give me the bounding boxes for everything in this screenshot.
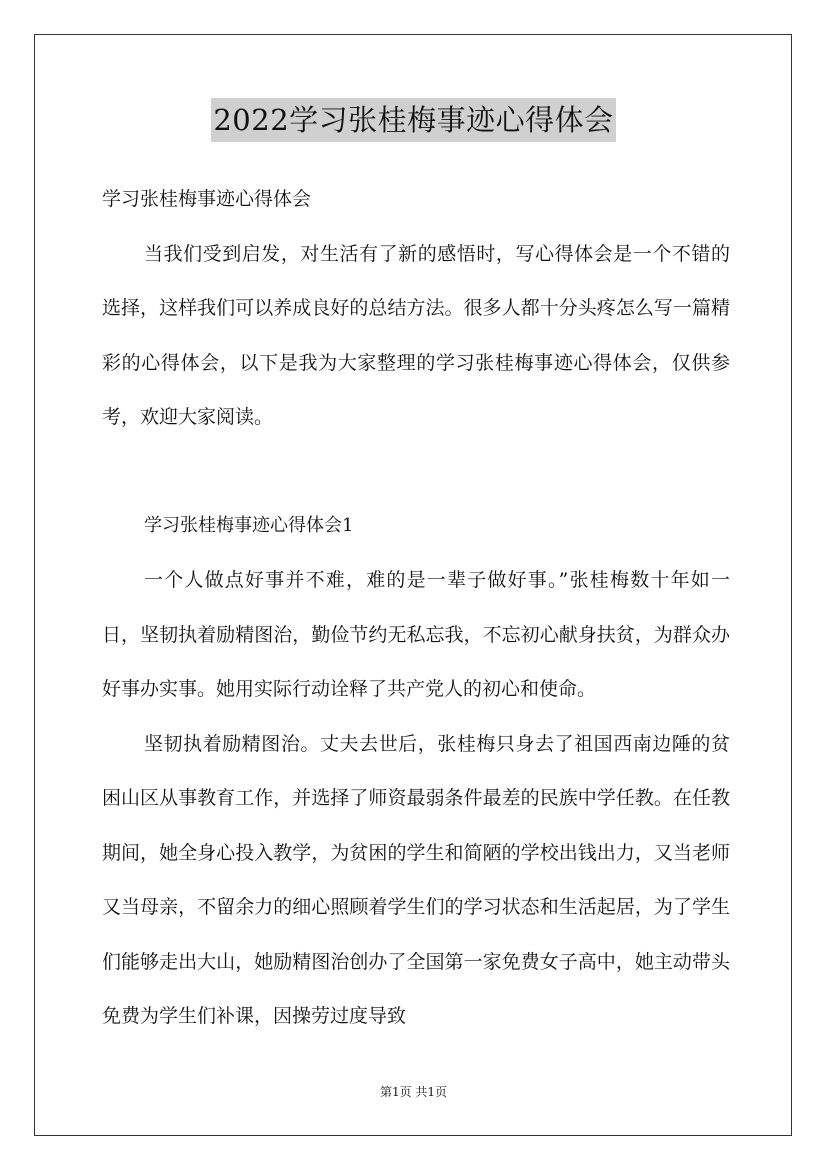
document-body: [102, 172, 730, 1044]
section-paragraph-2: 坚韧执着励精图治。丈夫去世后，张桂梅只身去了祖国西南边陲的贫困山区从事教育工作，并选择了师资最弱条件最差的民族中学任教。在任教期间，她全身心投入教学，为贫困的学生和简陋的学校出钱出力，又当老师又当母亲，不留余力的细心照顾着学生们的学习状态和生活起居，为了学生们能够走出大山，她励精图治创办了全国第一家免费女子高中，她主动带头免费为学生们补课，因操劳过度导致: [102, 732, 730, 1027]
section-paragraph-1: 一个人做点好事并不难，难的是一辈子做好事。”张桂梅数十年如一日，坚韧执着励精图治，勤俭节约无私忘我，不忘初心献身扶贫，为群众办好事办实事。她用实际行动诠释了共产党人的初心和使命。: [102, 569, 730, 700]
section-heading: 学习张桂梅事迹心得体会1: [144, 514, 354, 536]
intro-paragraph: 当我们受到启发，对生活有了新的感悟时，写心得体会是一个不错的选择，这样我们可以养成良好的总结方法。很多人都十分头疼怎么写一篇精彩的心得体会，以下是我为大家整理的学习张桂梅事迹心得体会，仅供参考，欢迎大家阅读。: [102, 242, 730, 428]
document-title: 2022学习张桂梅事迹心得体会: [211, 98, 615, 142]
document-subtitle: 学习张桂梅事迹心得体会: [102, 188, 312, 210]
title-wrap: [0, 98, 827, 142]
page-number-label: 第1页 共1页: [379, 1085, 448, 1099]
page-footer: [0, 1084, 827, 1100]
